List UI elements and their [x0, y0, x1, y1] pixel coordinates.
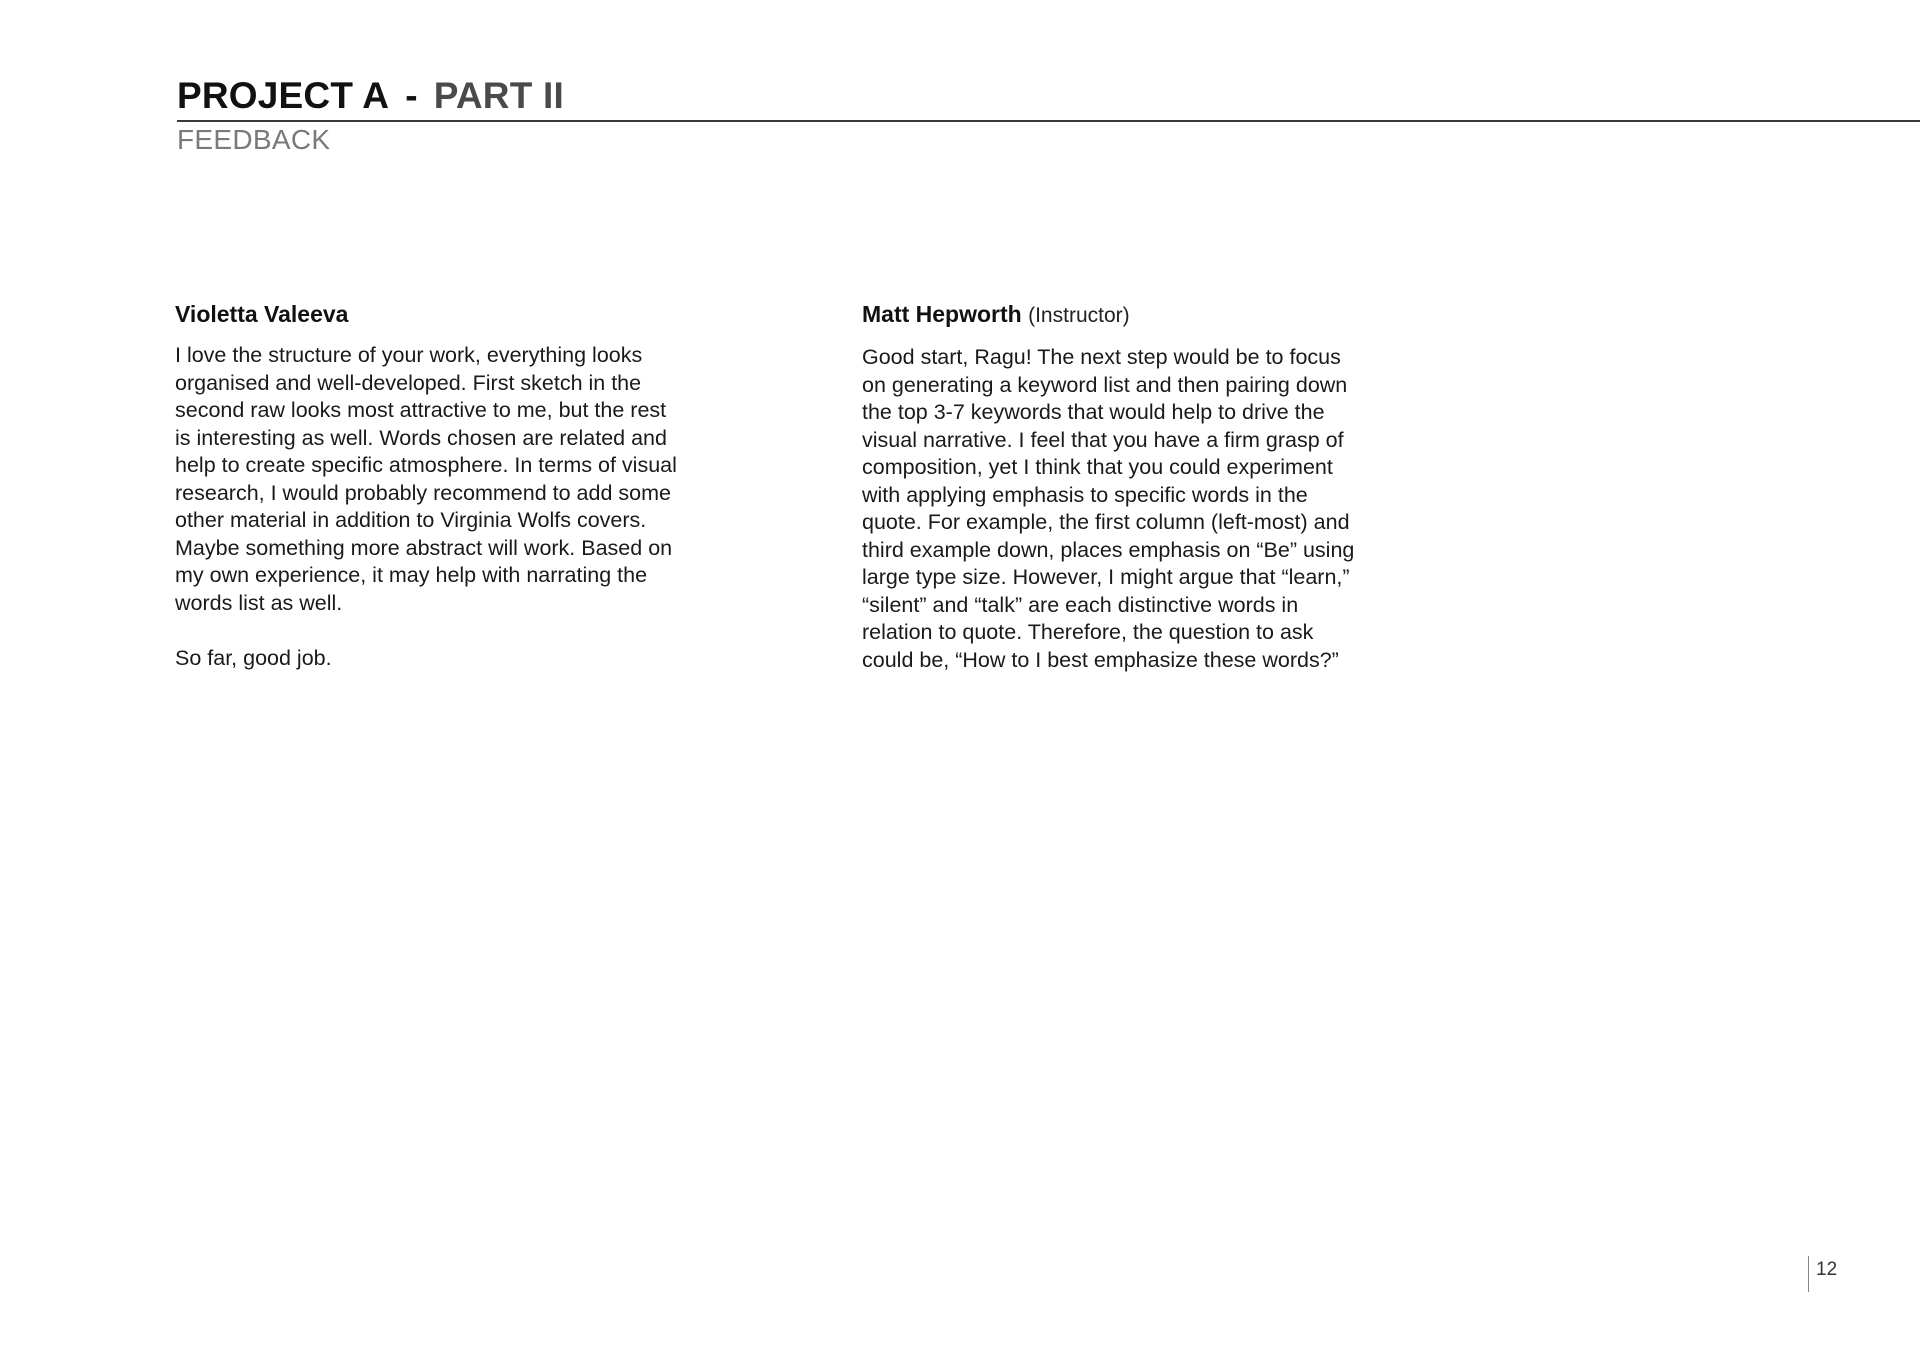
feedback-line: could be, “How to I best emphasize these words?” — [862, 647, 1339, 672]
feedback-closing: So far, good job. — [175, 645, 332, 670]
feedback-text — [862, 344, 1432, 674]
feedback-line: Maybe something more abstract will work. Based on — [175, 535, 673, 560]
reviewer-name: Violetta Valeeva — [175, 301, 349, 327]
reviewer-role: (Instructor) — [1028, 304, 1130, 327]
feedback-line: Good start, Ragu! The next step would be to focus — [862, 345, 1341, 369]
paragraph-spacer — [175, 617, 735, 645]
feedback-line: large type size. However, I might argue that “learn,” — [862, 565, 1350, 589]
feedback-line: second raw looks most attractive to me, but the rest — [175, 398, 667, 422]
feedback-line: relation to quote. Therefore, the question to ask — [862, 620, 1314, 644]
feedback-line: visual narrative. I feel that you have a firm grasp of — [862, 427, 1344, 452]
feedback-line: other material in addition to Virginia Wolfs covers. — [175, 508, 647, 532]
page-number: 12 — [1816, 1259, 1838, 1280]
page-header — [177, 72, 1920, 120]
feedback-text — [175, 342, 735, 672]
feedback-column-2 — [862, 296, 1432, 674]
title-separator: - — [405, 75, 418, 116]
feedback-line: third example down, places emphasis on “Be” using — [862, 537, 1355, 562]
feedback-column-1 — [175, 296, 735, 672]
section-subtitle: FEEDBACK — [177, 124, 331, 155]
reviewer-heading — [862, 296, 1432, 334]
project-title: PROJECT A — [177, 75, 390, 116]
part-title: PART II — [433, 75, 564, 116]
page-number-divider — [1808, 1256, 1809, 1292]
feedback-line: I love the structure of your work, everything looks — [175, 343, 643, 367]
reviewer-heading — [175, 296, 735, 332]
feedback-line: on generating a keyword list and then pairing down — [862, 372, 1348, 397]
feedback-line: “silent” and “talk” are each distinctive words in — [862, 592, 1299, 617]
feedback-line: help to create specific atmosphere. In terms of visual — [175, 453, 677, 477]
feedback-line: composition, yet I think that you could experiment — [862, 455, 1333, 479]
feedback-line: with applying emphasis to specific words in the — [862, 482, 1308, 507]
feedback-line: words list as well. — [175, 590, 343, 615]
feedback-line: is interesting as well. Words chosen are related and — [175, 425, 667, 450]
feedback-line: my own experience, it may help with narrating the — [175, 563, 648, 587]
header-divider — [177, 120, 1920, 122]
feedback-line: quote. For example, the first column (left-most) and — [862, 510, 1350, 534]
page-title — [177, 72, 1920, 120]
feedback-line: organised and well-developed. First sketch in the — [175, 370, 642, 395]
feedback-line: the top 3-7 keywords that would help to drive the — [862, 400, 1325, 424]
feedback-line: research, I would probably recommend to add some — [175, 480, 671, 505]
reviewer-name: Matt Hepworth — [862, 301, 1022, 327]
